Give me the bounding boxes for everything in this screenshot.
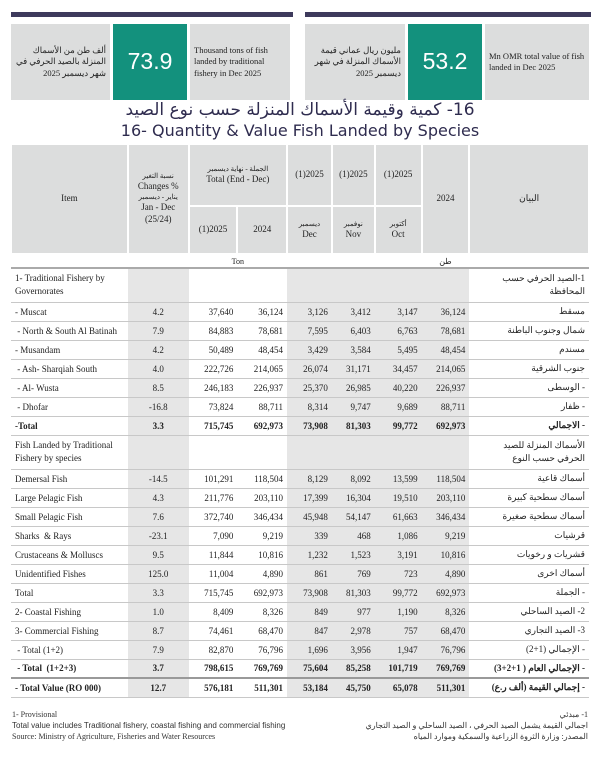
total-2024: 226,937: [237, 378, 287, 397]
nov-value: 8,092: [332, 469, 375, 488]
dec-value: 25,370: [287, 378, 332, 397]
dec-value: 7,595: [287, 321, 332, 340]
table-row: [11, 602, 589, 621]
kpi-card-value: [305, 24, 591, 100]
item-ar: - ظفار: [469, 397, 589, 416]
item-en: Small Pelagic Fish: [11, 507, 128, 526]
total-2024: 78,681: [237, 321, 287, 340]
unit-row: [11, 254, 589, 268]
total-2024: 692,973: [237, 583, 287, 602]
item-en: Fish Landed by Traditional Fishery by species: [11, 435, 128, 469]
table-row: [11, 526, 589, 545]
year-2024: 346,434: [422, 507, 470, 526]
oct-value: 34,457: [375, 359, 422, 378]
dec-value: 26,074: [287, 359, 332, 378]
oct-value: 19,510: [375, 488, 422, 507]
year-2024: 214,065: [422, 359, 470, 378]
total-2025: 715,745: [189, 583, 238, 602]
nov-value: 85,258: [332, 659, 375, 678]
item-ar: مسقط: [469, 302, 589, 321]
kpi-label-en: Mn OMR total value of fish landed in Dec 2025: [485, 24, 589, 100]
header-item: Item: [11, 144, 128, 254]
oct-value: 3,191: [375, 545, 422, 564]
nov-value: 6,403: [332, 321, 375, 340]
oct-value: 13,599: [375, 469, 422, 488]
total-2025: 73,824: [189, 397, 238, 416]
nov-value: 81,303: [332, 416, 375, 435]
item-en: -Total: [11, 416, 128, 435]
table-row: [11, 359, 589, 378]
dec-value: 1,696: [287, 640, 332, 659]
item-ar: مسندم: [469, 340, 589, 359]
dec-value: 73,908: [287, 583, 332, 602]
item-ar: قرشيات: [469, 526, 589, 545]
dec-value: 3,429: [287, 340, 332, 359]
dec-value: 73,908: [287, 416, 332, 435]
change-pct: 3.7: [128, 659, 189, 678]
change-pct: 4.2: [128, 340, 189, 359]
nov-value: 81,303: [332, 583, 375, 602]
dec-value: 1,232: [287, 545, 332, 564]
item-en: Crustaceans & Molluscs: [11, 545, 128, 564]
total-2025: 50,489: [189, 340, 238, 359]
unit-ar: طن: [422, 254, 470, 268]
item-ar: أسماك اخرى: [469, 564, 589, 583]
total-2025: 211,776: [189, 488, 238, 507]
nov-value: 1,523: [332, 545, 375, 564]
oct-value: 1,947: [375, 640, 422, 659]
header-nov-year: (1)2025: [332, 144, 375, 206]
table-row: [11, 545, 589, 564]
item-ar: أسماك سطحية صغيرة: [469, 507, 589, 526]
total-2024: 769,769: [237, 659, 287, 678]
item-ar: 1-الصيد الحرفي حسب المحافظة: [469, 268, 589, 302]
item-en: 3- Commercial Fishing: [11, 621, 128, 640]
table-row: [11, 621, 589, 640]
table-row: [11, 564, 589, 583]
oct-value: 6,763: [375, 321, 422, 340]
total-2024: 118,504: [237, 469, 287, 488]
change-pct: 4.2: [128, 302, 189, 321]
total-2024: 10,816: [237, 545, 287, 564]
year-2024: 88,711: [422, 397, 470, 416]
item-en: Demersal Fish: [11, 469, 128, 488]
table-row: [11, 678, 589, 697]
header-dec: ديسمبر Dec: [287, 206, 332, 254]
change-pct: 12.7: [128, 678, 189, 697]
nov-value: 9,747: [332, 397, 375, 416]
table-row: [11, 302, 589, 321]
item-ar: أسماك سطحية كبيرة: [469, 488, 589, 507]
table-row: [11, 583, 589, 602]
table-row: [11, 340, 589, 359]
item-ar: - إجمالي القيمة (ألف ر.ع): [469, 678, 589, 697]
year-2024: 48,454: [422, 340, 470, 359]
change-pct: 3.3: [128, 416, 189, 435]
header-nov: نوفمبر Nov: [332, 206, 375, 254]
total-2024: 36,124: [237, 302, 287, 321]
change-pct: 3.3: [128, 583, 189, 602]
dec-value: 861: [287, 564, 332, 583]
item-ar: قشريات و رخويات: [469, 545, 589, 564]
year-2024: 4,890: [422, 564, 470, 583]
oct-value: 757: [375, 621, 422, 640]
oct-value: 723: [375, 564, 422, 583]
table-row: [11, 416, 589, 435]
item-ar: الأسماك المنزلة للصيد الحرفي حسب النوع: [469, 435, 589, 469]
header-changes: نسبة التغير Changes % يناير - ديسمبر Jan - Dec (25/24): [128, 144, 189, 254]
table-row: [11, 488, 589, 507]
change-pct: -14.5: [128, 469, 189, 488]
nov-value: 3,584: [332, 340, 375, 359]
item-en: - North & South Al Batinah: [11, 321, 128, 340]
nov-value: 977: [332, 602, 375, 621]
dec-value: 17,399: [287, 488, 332, 507]
table-row: [11, 378, 589, 397]
year-2024: 68,470: [422, 621, 470, 640]
total-2025: 576,181: [189, 678, 238, 697]
title-arabic: 16- كمية وقيمة الأسماك المنزلة حسب نوع الصيد: [125, 100, 475, 120]
footnotes-ar: [365, 710, 588, 742]
dec-value: 53,184: [287, 678, 332, 697]
header-dec-year: (1)2025: [287, 144, 332, 206]
item-en: - Total (1+2): [11, 640, 128, 659]
total-2024: 692,973: [237, 416, 287, 435]
item-ar: 3- الصيد التجاري: [469, 621, 589, 640]
item-en: - Musandam: [11, 340, 128, 359]
footnote: 1- Provisional: [12, 710, 58, 719]
table-row: [11, 507, 589, 526]
footnote: 1- مبدئي: [559, 710, 588, 719]
oct-value: 61,663: [375, 507, 422, 526]
nov-value: 26,985: [332, 378, 375, 397]
change-pct: 9.5: [128, 545, 189, 564]
section-row: [11, 435, 589, 469]
kpi-value: 73.9: [113, 24, 187, 100]
total-2025: 8,409: [189, 602, 238, 621]
item-en: 2- Coastal Fishing: [11, 602, 128, 621]
year-2024: 8,326: [422, 602, 470, 621]
total-2025: 82,870: [189, 640, 238, 659]
nov-value: 2,978: [332, 621, 375, 640]
item-en: - Ash- Sharqiah South: [11, 359, 128, 378]
title-english: 16- Quantity & Value Fish Landed by Species: [120, 121, 480, 140]
oct-value: 65,078: [375, 678, 422, 697]
footnotes-en: [12, 710, 285, 742]
year-2024: 118,504: [422, 469, 470, 488]
total-2025: 37,640: [189, 302, 238, 321]
table-row: [11, 321, 589, 340]
year-2024: 511,301: [422, 678, 470, 697]
table-row: [11, 397, 589, 416]
oct-value: 1,086: [375, 526, 422, 545]
total-2024: 203,110: [237, 488, 287, 507]
total-2025: 715,745: [189, 416, 238, 435]
total-2025: 11,844: [189, 545, 238, 564]
change-pct: 8.5: [128, 378, 189, 397]
year-2024: 76,796: [422, 640, 470, 659]
nov-value: 3,412: [332, 302, 375, 321]
item-ar: - الوسطى: [469, 378, 589, 397]
total-2025: 11,004: [189, 564, 238, 583]
total-2025: 372,740: [189, 507, 238, 526]
dec-value: 339: [287, 526, 332, 545]
total-2025: 7,090: [189, 526, 238, 545]
year-2024: 692,973: [422, 583, 470, 602]
top-bar-left: [11, 12, 293, 17]
total-2025: 74,461: [189, 621, 238, 640]
footnote: Source: Ministry of Agriculture, Fisheries and Water Resources: [12, 731, 216, 741]
change-pct: 4.0: [128, 359, 189, 378]
footnote: اجمالي القيمة يشمل الصيد الحرفي ، الصيد الساحلي و الصيد التجاري: [365, 720, 588, 730]
header-total: الجملة - نهاية ديسمبر Total (End - Dec): [189, 144, 287, 206]
dec-value: 849: [287, 602, 332, 621]
item-en: - Total (1+2+3): [11, 659, 128, 678]
oct-value: 5,495: [375, 340, 422, 359]
fish-landed-table: [10, 143, 590, 698]
header-total-2024: 2024: [237, 206, 287, 254]
total-2024: 68,470: [237, 621, 287, 640]
total-2025: 101,291: [189, 469, 238, 488]
footnote: Total value includes Traditional fishery, coastal fishing and commercial fishing: [12, 720, 286, 730]
change-pct: 4.3: [128, 488, 189, 507]
nov-value: 45,750: [332, 678, 375, 697]
kpi-label-en: Thousand tons of fish landed by traditional fishery in Dec 2025: [190, 24, 290, 100]
dec-value: 3,126: [287, 302, 332, 321]
year-2024: 226,937: [422, 378, 470, 397]
item-ar: - الاجمالي: [469, 416, 589, 435]
oct-value: 40,220: [375, 378, 422, 397]
kpi-card-quantity: [11, 24, 293, 100]
item-en: - Al- Wusta: [11, 378, 128, 397]
top-bar-right: [305, 12, 591, 17]
year-2024: 692,973: [422, 416, 470, 435]
oct-value: 1,190: [375, 602, 422, 621]
dec-value: 847: [287, 621, 332, 640]
nov-value: 769: [332, 564, 375, 583]
item-en: - Total Value (RO 000): [11, 678, 128, 697]
oct-value: 9,689: [375, 397, 422, 416]
year-2024: 769,769: [422, 659, 470, 678]
year-2024: 36,124: [422, 302, 470, 321]
item-ar: - الجملة: [469, 583, 589, 602]
item-en: Unidentified Fishes: [11, 564, 128, 583]
total-2024: 48,454: [237, 340, 287, 359]
total-2025: 798,615: [189, 659, 238, 678]
year-2024: 78,681: [422, 321, 470, 340]
change-pct: -16.8: [128, 397, 189, 416]
dec-value: 8,314: [287, 397, 332, 416]
nov-value: 16,304: [332, 488, 375, 507]
dec-value: 8,129: [287, 469, 332, 488]
total-2024: 214,065: [237, 359, 287, 378]
kpi-label-ar: ألف طن من الأسماك المنزلة بالصيد الحرفي في شهر ديسمبر 2025: [11, 24, 110, 100]
year-2024: 10,816: [422, 545, 470, 564]
kpi-label-ar: مليون ريال عماني قيمة الأسماك المنزلة في شهر ديسمبر 2025: [305, 24, 405, 100]
change-pct: 125.0: [128, 564, 189, 583]
change-pct: 8.7: [128, 621, 189, 640]
item-en: 1- Traditional Fishery by Governorates: [11, 268, 128, 302]
item-en: - Dhofar: [11, 397, 128, 416]
change-pct: 7.9: [128, 640, 189, 659]
total-2024: 346,434: [237, 507, 287, 526]
item-ar: 2- الصيد الساحلي: [469, 602, 589, 621]
footnote: المصدر: وزارة الثروة الزراعية والسمكية وموارد المياه: [413, 731, 588, 741]
section-row: [11, 268, 589, 302]
unit-en: Ton: [189, 254, 287, 268]
item-ar: شمال وجنوب الباطنة: [469, 321, 589, 340]
total-2024: 88,711: [237, 397, 287, 416]
change-pct: 1.0: [128, 602, 189, 621]
header-oct: أكتوبر Oct: [375, 206, 422, 254]
item-en: - Muscat: [11, 302, 128, 321]
total-2024: 511,301: [237, 678, 287, 697]
total-2024: 8,326: [237, 602, 287, 621]
year-2024: 203,110: [422, 488, 470, 507]
total-2024: 9,219: [237, 526, 287, 545]
item-ar: - الإجمالي (1+2): [469, 640, 589, 659]
item-en: Total: [11, 583, 128, 602]
nov-value: 54,147: [332, 507, 375, 526]
nov-value: 3,956: [332, 640, 375, 659]
item-en: Sharks & Rays: [11, 526, 128, 545]
total-2024: 4,890: [237, 564, 287, 583]
total-2024: 76,796: [237, 640, 287, 659]
table-row: [11, 659, 589, 678]
year-2024: 9,219: [422, 526, 470, 545]
table-row: [11, 640, 589, 659]
dec-value: 45,948: [287, 507, 332, 526]
header-total-2025: (1)2025: [189, 206, 238, 254]
nov-value: 31,171: [332, 359, 375, 378]
item-ar: - الإجمالي العام ( 1+2+3): [469, 659, 589, 678]
item-en: Large Pelagic Fish: [11, 488, 128, 507]
header-2024: 2024: [422, 144, 470, 254]
header-oct-year: (1)2025: [375, 144, 422, 206]
kpi-value: 53.2: [408, 24, 482, 100]
change-pct: 7.9: [128, 321, 189, 340]
header-item-ar: البيان: [469, 144, 589, 254]
nov-value: 468: [332, 526, 375, 545]
change-pct: -23.1: [128, 526, 189, 545]
oct-value: 101,719: [375, 659, 422, 678]
table-row: [11, 469, 589, 488]
item-ar: أسماك قاعية: [469, 469, 589, 488]
total-2025: 222,726: [189, 359, 238, 378]
oct-value: 3,147: [375, 302, 422, 321]
oct-value: 99,772: [375, 416, 422, 435]
total-2025: 84,883: [189, 321, 238, 340]
oct-value: 99,772: [375, 583, 422, 602]
item-ar: جنوب الشرقية: [469, 359, 589, 378]
change-pct: 7.6: [128, 507, 189, 526]
total-2025: 246,183: [189, 378, 238, 397]
dec-value: 75,604: [287, 659, 332, 678]
